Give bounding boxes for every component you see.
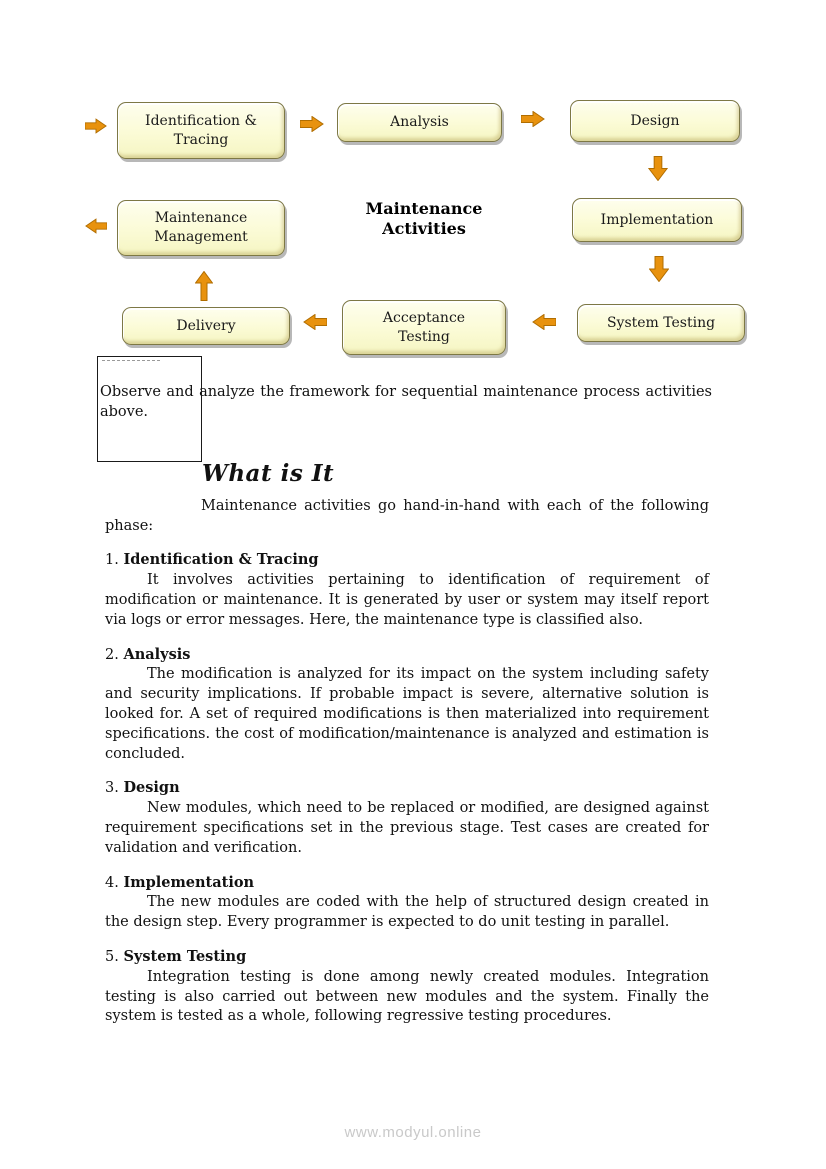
diagram-center-title-line2: Activities [382,219,466,238]
section-title: Analysis [123,645,191,663]
flow-arrow-left-icon [303,314,327,330]
section-body: Integration testing is done among newly created modules. Integration testing is also carried out between new modules and the system. Finally the system is tested as a whole, following regressive testing procedures. [105,968,709,1025]
section-body: New modules, which need to be replaced or modified, are designed against requirement specifications set in the previous stage. Test cases are created for validation and verification. [105,800,709,856]
annotation-rectangle [97,356,202,462]
section-title: Identification & Tracing [123,551,319,569]
section-title: System Testing [123,947,247,965]
section-number: 1. [105,552,119,569]
section-heading [105,873,709,894]
flow-box-label: Delivery [176,317,236,334]
flow-box-label: Design [630,112,680,129]
section-body: It involves activities pertaining to identification of requirement of modification or maintenance. It is generated by user or system may itself report via logs or error messages. Here, the maintenance type is classified also. [105,572,709,628]
flow-box-label: Maintenance Management [154,210,248,245]
flow-box-label: Identification & Tracing [145,112,257,148]
section-body: The new modules are coded with the help of structured design created in the design step. Every programmer is expected to do unit testing in parallel. [105,894,709,931]
flow-box-label: Analysis [390,114,449,130]
flow-arrow-left-icon [85,218,107,234]
flow-box-design [570,100,740,142]
flow-box-acceptance-testing [342,300,506,355]
page-title: What is It [202,460,335,487]
section-number: 2. [105,646,119,663]
section-heading [105,947,709,968]
section-heading [105,778,709,799]
flow-arrow-right-icon [300,116,324,132]
body-content [105,460,709,1027]
flow-box-system-testing [577,304,745,342]
section-title: Design [123,779,180,797]
flow-arrow-down-icon [649,256,669,282]
intro-paragraph: Maintenance activities go hand-in-hand with each of the following phase: [105,497,709,534]
footer-url: www.modyul.online [344,1124,482,1141]
flow-box-delivery [122,307,290,345]
section-number: 3. [105,780,119,797]
flow-box-label: Implementation [600,211,714,228]
dashed-line [102,360,160,361]
section-heading [105,550,709,571]
section-heading [105,645,709,666]
flow-box-label: System Testing [606,314,716,331]
section-number: 4. [105,874,119,891]
flow-box-analysis [337,103,502,142]
flow-arrow-down-icon [648,156,668,181]
flow-arrow-left-icon [532,314,556,330]
section-title: Implementation [123,873,255,891]
flow-box-label: Acceptance Testing [382,309,466,345]
flow-arrow-up-icon [195,271,213,301]
diagram-center-title [344,199,504,239]
flow-box-maintenance-management [117,200,285,256]
flow-box-identification-tracing [117,102,285,159]
flow-arrow-right-icon [521,111,545,127]
section-body: The modification is analyzed for its impact on the system including safety and security implications. If probable impact is severe, alternative solution is looked for. A set of required modifications is then materialized into requirement specifications. the cost of modification/maintenance is analyzed and estimation is concluded. [105,666,709,762]
flow-box-implementation [572,198,742,242]
observe-caption: Observe and analyze the framework for sequential maintenance process activities above. [100,383,712,420]
flow-arrow-right-icon [85,118,107,134]
diagram-center-title-line1: Maintenance [365,199,483,218]
section-number: 5. [105,948,119,965]
